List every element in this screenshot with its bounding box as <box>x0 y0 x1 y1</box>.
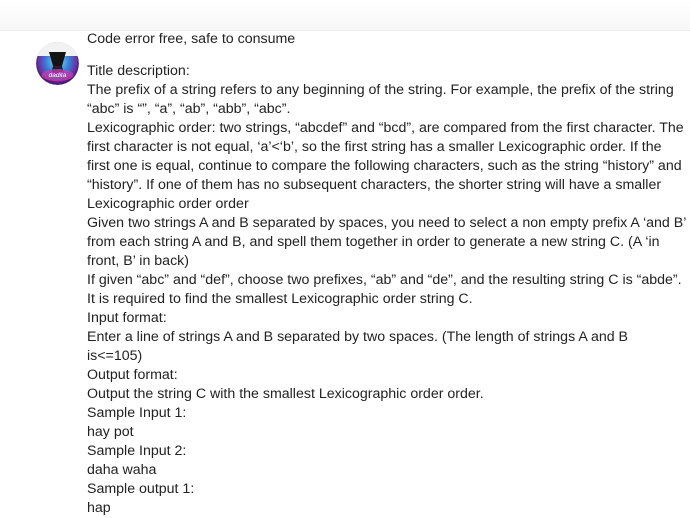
post-line: hap <box>87 500 111 516</box>
post-line: If given “abc” and “def”, choose two prefixes, “ab” and “de”, and the resulting string C is “abde”. <box>87 272 682 288</box>
post-line: hay pot <box>87 424 134 440</box>
post-line: Given two strings A and B separated by spaces, you need to select a non empty prefix A ‘and B’ from each string A and B, and spell them together in order to generate a new string C. (A ‘in front, B’ in back) <box>87 215 686 269</box>
post-line: Sample Input 1: <box>87 405 187 421</box>
avatar-image <box>36 42 79 85</box>
post-line: Enter a line of strings A and B separated by two spaces. (The length of strings A and B is<=105) <box>87 329 629 364</box>
avatar-logo-text: dadita <box>48 72 67 79</box>
post-body <box>87 62 687 518</box>
post-line: Lexicographic order: two strings, “abcdef” and “bcd”, are compared from the first character. The first character is not equal, ‘a’<‘b’, so the first string has a smaller Lexicographic order. If the first one is equal, continue to compare the following characters, such as the string “history” and “history”. If one of them has no subsequent characters, the shorter string will have a smaller Lexicographic order order <box>87 120 684 212</box>
post-line: The prefix of a string refers to any beginning of the string. For example, the prefix of the string “abc” is “”, “a”, “ab”, “abb”, “abc”. <box>87 82 674 117</box>
previous-post-text: Code error free, safe to consume <box>87 31 296 47</box>
post-line: Output the string C with the smallest Lexicographic order order. <box>87 386 484 402</box>
avatar[interactable] <box>36 42 79 85</box>
post-line: Sample Input 2: <box>87 443 187 459</box>
post-line: It is required to find the smallest Lexicographic order string C. <box>87 291 473 307</box>
post-line: Input format: <box>87 310 167 326</box>
post-line: Output format: <box>87 367 178 383</box>
post-line: daha waha <box>87 462 157 478</box>
top-bar-shade <box>0 0 690 31</box>
post-line: Sample output 1: <box>87 481 195 497</box>
post-line: Title description: <box>87 63 190 79</box>
